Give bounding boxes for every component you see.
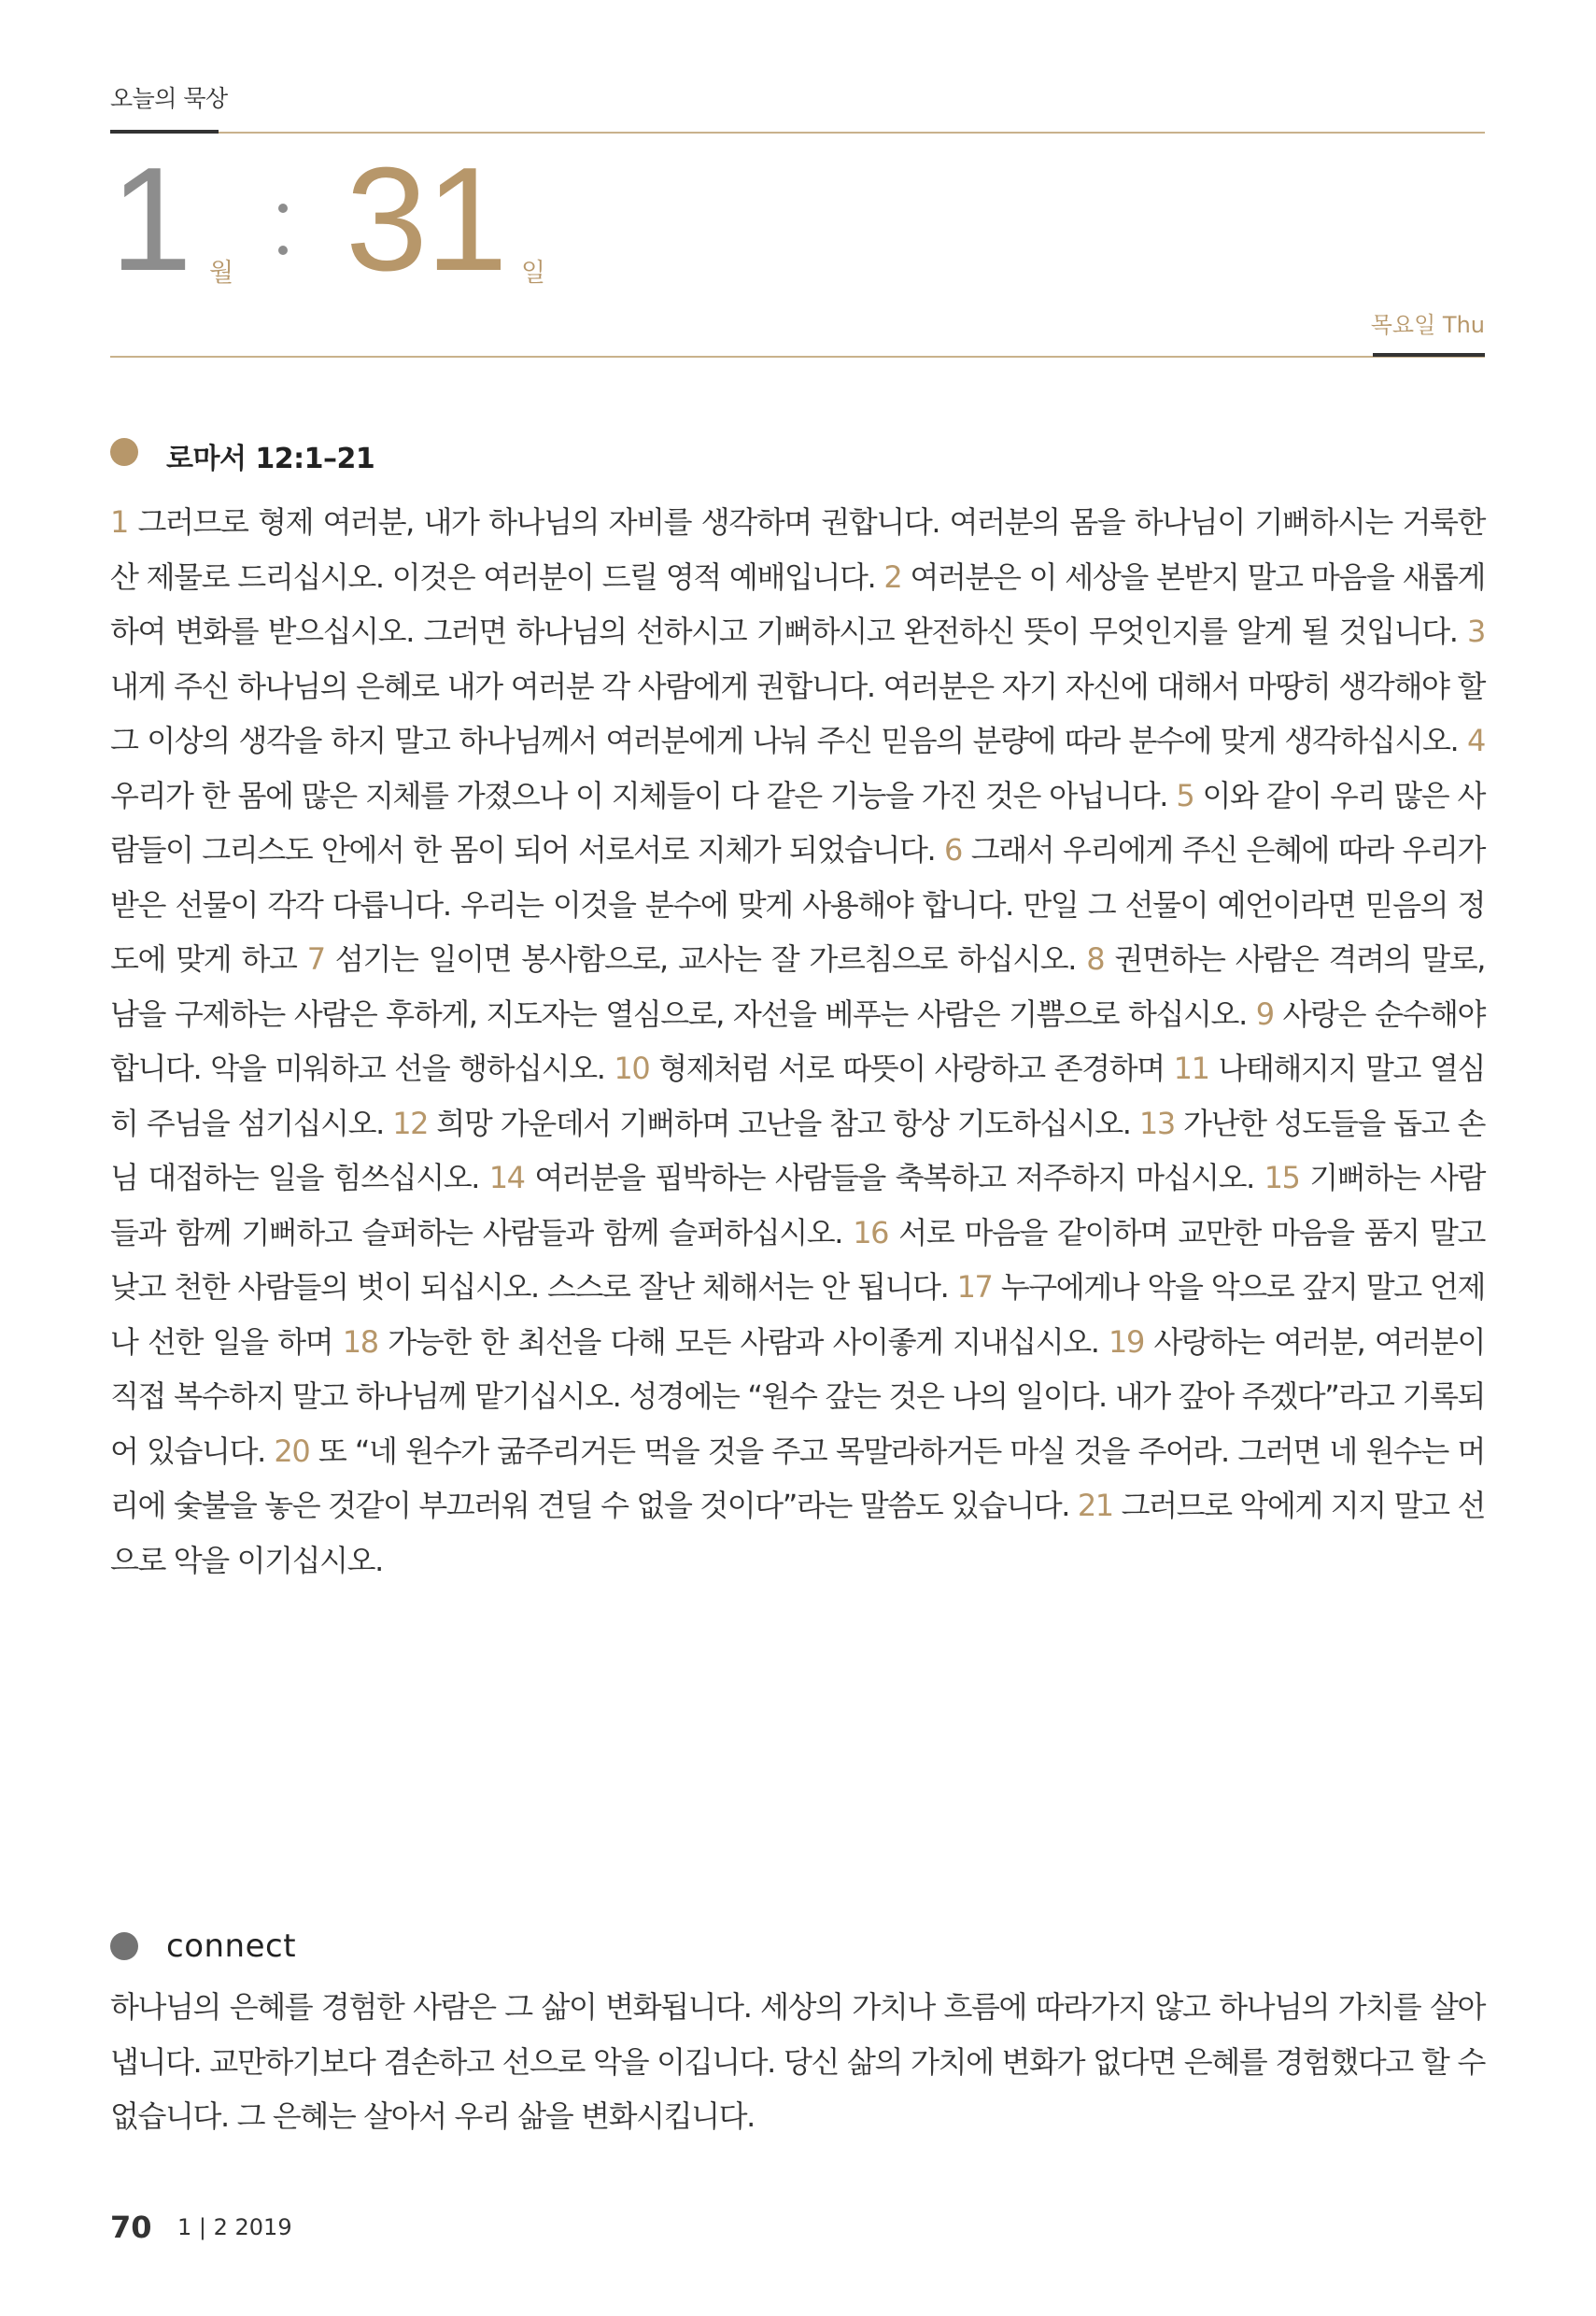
verse-number: 18 [342,1323,378,1360]
verse-text: 사랑은 순수해야 합니다. 악을 미워하고 선을 행하십시오. [110,996,1485,1086]
verse-number: 15 [1264,1160,1300,1195]
verse-text: 이와 같이 우리 많은 사람들이 그리스도 안에서 한 몸이 되어 서로서로 지체가 되었습니다. [110,777,1486,868]
verse-text: 가난한 성도들을 돕고 손님 대접하는 일을 힘쓰십시오. [110,1105,1485,1195]
verse-number: 3 [1467,614,1485,649]
header-label: 오늘의 묵상 [110,85,228,112]
verse-text: 서로 마음을 같이하며 교만한 마음을 품지 말고 낮고 천한 사람들의 벗이 되십시오. 스스로 잘난 체해서는 안 됩니다. [110,1214,1485,1305]
header-underline [110,130,219,134]
verse-number: 21 [1077,1488,1113,1523]
weekday-label: 목요일 Thu [1370,312,1485,338]
scripture-bullet-icon [110,438,138,466]
verse-number: 8 [1086,941,1105,977]
header-rule [110,132,1485,134]
verse-text: 기뻐하는 사람들과 함께 기뻐하고 슬퍼하는 사람들과 함께 슬퍼하십시오. [110,1160,1485,1250]
verse-number: 13 [1138,1105,1175,1141]
verse-text: 권면하는 사람은 격려의 말로, 남을 구제하는 사람은 후하게, 지도자는 열심으로, 자선을 베푸는 사람은 기쁨으로 하십시오. [110,941,1485,1032]
verse-text: 여러분을 핍박하는 사람들을 축복하고 저주하지 마십시오. [524,1160,1264,1195]
day-number: 31 [346,137,506,302]
colon-dot-bottom [278,246,288,255]
month-suffix: 월 [209,259,234,288]
verse-text: 내게 주신 하나님의 은혜로 내가 여러분 각 사람에게 권합니다. 여러분은 자기 자신에 대해서 마땅히 생각해야 할 그 이상의 생각을 하지 말고 하나님께서 여러분에게 나눠 주신 믿음의 분량에 따라 분수에 맞게 생각하십시오. [110,668,1485,758]
verse-text: 가능한 한 최선을 다해 모든 사람과 사이좋게 지내십시오. [377,1323,1109,1360]
month-number: 1 [110,137,191,302]
verse-number: 14 [488,1160,525,1195]
verse-number: 19 [1109,1323,1144,1360]
verse-number: 16 [853,1214,889,1250]
date-rule [110,356,1485,358]
verse-text: 섬기는 일이면 봉사함으로, 교사는 잘 가르침으로 하십시오. [324,941,1087,977]
verse-text: 여러분은 이 세상을 본받지 말고 마음을 새롭게 하여 변화를 받으십시오. 그러면 하나님의 선하시고 기뻐하시고 완전하신 뜻이 무엇인지를 알게 될 것입니다. [110,558,1485,649]
connect-title: connect [166,1928,297,1965]
weekday-underline [1373,353,1485,357]
verse-text: 누구에게나 악을 악으로 갚지 말고 언제나 선한 일을 하며 [110,1269,1485,1360]
verse-text: 희망 가운데서 기뻐하며 고난을 참고 항상 기도하십시오. [428,1105,1139,1141]
verse-number: 11 [1173,1051,1209,1086]
colon-dot-top [278,204,288,213]
verse-number: 17 [956,1269,993,1305]
verse-number: 10 [614,1051,650,1086]
verse-number: 5 [1176,777,1194,813]
verse-text: 형제처럼 서로 따뜻이 사랑하고 존경하며 [649,1051,1174,1086]
scripture-body [110,495,1485,1588]
verse-text: 그러므로 악에게 지지 말고 선으로 악을 이기십시오. [110,1488,1485,1578]
verse-number: 4 [1467,723,1485,758]
verse-text: 사랑하는 여러분, 여러분이 직접 복수하지 말고 하나님께 맡기십시오. 성경에는 “원수 갚는 것은 나의 일이다. 내가 갚아 주겠다”라고 기록되어 있습니다. [110,1323,1485,1469]
verse-number: 20 [274,1433,310,1469]
verse-text: 그래서 우리에게 주신 은혜에 따라 우리가 받은 선물이 각각 다릅니다. 우리는 이것을 분수에 맞게 사용해야 합니다. 만일 그 선물이 예언이라면 믿음의 정도에 맞게 하고 [110,832,1485,977]
issue-label: 1 | 2 2019 [177,2214,292,2240]
page-number: 70 [110,2210,152,2245]
verse-number: 1 [110,504,128,540]
connect-bullet-icon [110,1932,138,1960]
connect-body: 하나님의 은혜를 경험한 사람은 그 삶이 변화됩니다. 세상의 가치나 흐름에 따라가지 않고 하나님의 가치를 살아냅니다. 교만하기보다 겸손하고 선으로 악을 이깁니다. 당신 삶의 가치에 변화가 없다면 은혜를 경험했다고 할 수 없습니다. 그 은혜는 살아서 우리 삶을 변화시킵니다. [110,1989,1485,2134]
verse-text: 또 “네 원수가 굶주리거든 먹을 것을 주고 목말라하거든 마실 것을 주어라. 그러면 네 원수는 머리에 숯불을 놓은 것같이 부끄러워 견딜 수 없을 것이다”라는 말씀도 있습니다. [110,1433,1485,1523]
verse-text: 우리가 한 몸에 많은 지체를 가졌으나 이 지체들이 다 같은 기능을 가진 것은 아닙니다. [110,777,1177,813]
day-suffix: 일 [521,259,546,288]
verse-number: 2 [883,558,902,595]
verse-number: 6 [944,832,962,868]
verse-number: 9 [1255,996,1274,1032]
verse-text: 나태해지지 말고 열심히 주님을 섬기십시오. [110,1051,1485,1141]
verse-text: 그러므로 형제 여러분, 내가 하나님의 자비를 생각하며 권합니다. 여러분의 몸을 하나님이 기뻐하시는 거룩한 산 제물로 드리십시오. 이것은 여러분이 드릴 영적 예배입니다. [110,504,1486,595]
verse-number: 12 [392,1105,429,1141]
verse-number: 7 [306,941,325,977]
scripture-title: 로마서 12:1–21 [166,443,375,475]
